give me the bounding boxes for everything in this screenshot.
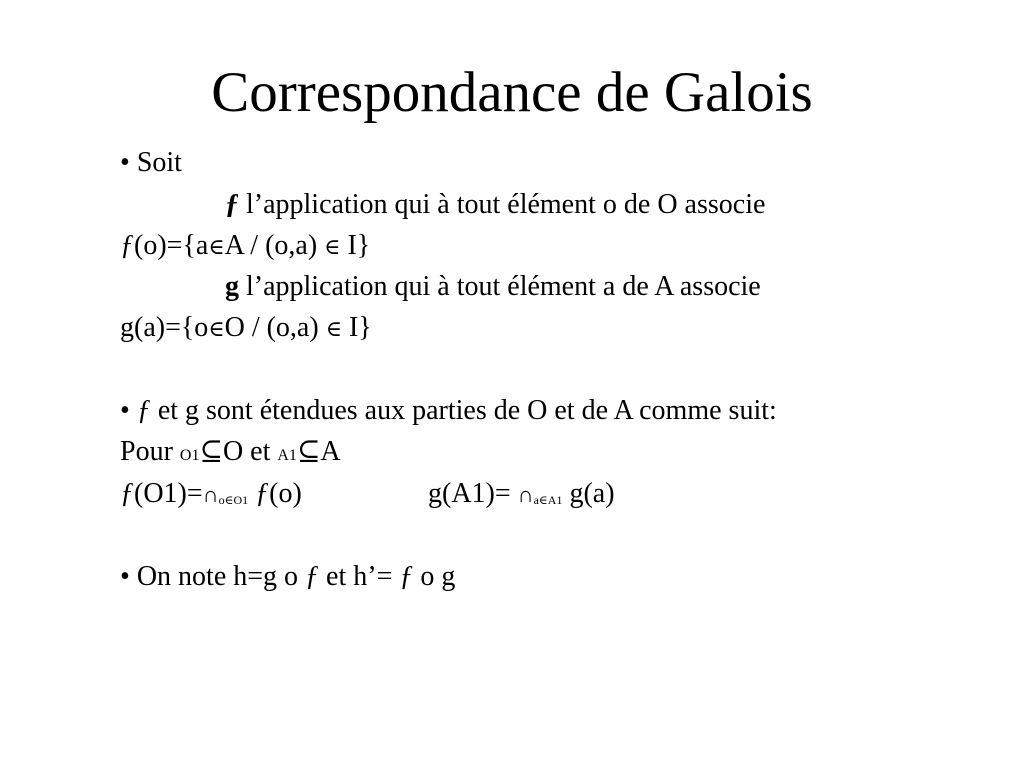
- formula-f-line: [120, 229, 370, 264]
- pour-line: [120, 435, 341, 473]
- formula-text: g(a)={o: [120, 312, 209, 343]
- definition-f-text: l’application qui à tout élément o de O associe: [239, 189, 766, 220]
- element-of-symbol: ∈: [324, 234, 341, 259]
- formula-f-extended: [120, 477, 302, 517]
- bullet-icon: •: [120, 561, 130, 592]
- note-text: On note h=g o: [136, 561, 306, 592]
- definition-f-line: [225, 188, 765, 222]
- bullet-icon: •: [120, 395, 130, 426]
- intersection-index: o∈O1: [218, 493, 249, 507]
- bullet-extension: [120, 394, 777, 428]
- a1-label: A1: [277, 447, 297, 464]
- formula-g-extended: [428, 477, 615, 517]
- note-text: et h’=: [319, 561, 400, 592]
- definition-g-text: l’application qui à tout élément a de A associe: [239, 271, 761, 302]
- formula-text: (o)={a: [134, 230, 209, 261]
- formula-text: I}: [340, 230, 371, 261]
- definition-g-line: [225, 270, 761, 304]
- g-symbol: g: [225, 271, 239, 302]
- pour-text: A: [320, 436, 341, 467]
- slide-title: Correspondance de Galois: [211, 61, 813, 124]
- bullet-on-note: [120, 560, 455, 594]
- formula-text: (o): [269, 478, 302, 509]
- o1-label: O1: [179, 447, 200, 464]
- note-text: o g: [413, 561, 456, 592]
- subset-symbol: ⊆: [296, 436, 321, 467]
- intersection-index: a∈A1: [533, 493, 563, 507]
- element-of-symbol: ∈: [208, 234, 225, 259]
- element-of-symbol: ∈: [325, 316, 342, 341]
- extension-text: et g sont étendues aux parties de O et de A comme suit:: [150, 395, 777, 426]
- intersection-symbol: ∩: [517, 482, 534, 507]
- f-symbol: ƒ: [225, 189, 239, 220]
- f-symbol: ƒ: [255, 478, 270, 509]
- pour-text: O et: [222, 436, 278, 467]
- formula-text: g(a): [562, 478, 615, 509]
- formula-text: O / (o,a): [224, 312, 326, 343]
- formula-text: g(A1)=: [428, 478, 518, 509]
- f-symbol: ƒ: [305, 561, 320, 592]
- intersection-symbol: ∩: [202, 482, 219, 507]
- bullet-icon: •: [120, 147, 130, 178]
- element-of-symbol: ∈: [208, 316, 225, 341]
- soit-text: Soit: [136, 147, 182, 178]
- subset-symbol: ⊆: [199, 436, 223, 467]
- f-symbol: ƒ: [120, 230, 134, 261]
- bullet-soit: [120, 146, 182, 180]
- formula-g-line: [120, 311, 372, 346]
- f-symbol: ƒ: [136, 395, 151, 426]
- formula-text: I}: [341, 312, 372, 343]
- formula-text: A / (o,a): [224, 230, 325, 261]
- f-symbol: ƒ: [120, 478, 134, 509]
- formula-text: (O1)=: [134, 478, 203, 509]
- f-symbol: ƒ: [399, 561, 414, 592]
- pour-text: Pour: [120, 436, 180, 467]
